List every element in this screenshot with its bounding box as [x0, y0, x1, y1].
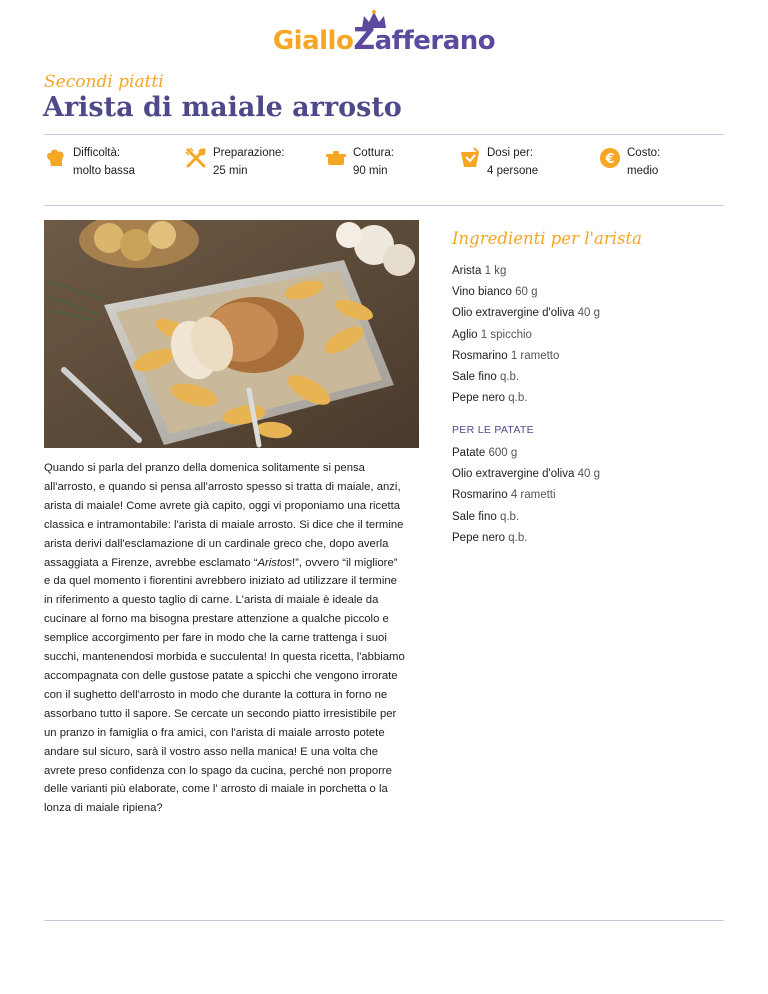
divider-top: [44, 134, 724, 135]
ingredient-item: [452, 447, 732, 468]
page-title: Arista di maiale arrosto: [43, 92, 402, 123]
ingredient-name[interactable]: Olio extravergine d'oliva: [452, 468, 575, 481]
brand-part-giallo: Giallo: [272, 26, 354, 56]
ingredient-item: [452, 329, 732, 350]
ingredient-qty: 1 kg: [484, 265, 507, 277]
meta-value: molto bassa: [73, 165, 136, 177]
ingredient-name[interactable]: Pepe nero: [452, 392, 506, 405]
ingredient-item: [452, 392, 732, 413]
description-italic: Aristos: [257, 556, 293, 569]
ingredient-qty: q.b.: [499, 510, 520, 523]
roast-pork-illustration: [44, 220, 419, 448]
ingredient-item: [452, 371, 732, 392]
euro-icon: [599, 147, 621, 169]
meta-value: 4 persone: [487, 165, 539, 177]
ingredient-item: [452, 489, 732, 510]
brand-part-afferano: afferano: [374, 26, 496, 56]
recipe-photo: [44, 220, 419, 448]
ingredients-list-potatoes: [452, 447, 732, 553]
ingredient-name[interactable]: Aglio: [452, 328, 478, 341]
ingredient-qty: q.b.: [508, 392, 528, 405]
brand-logo[interactable]: [0, 10, 768, 60]
ingredient-name[interactable]: Arista: [452, 265, 482, 277]
pot-icon: [325, 147, 347, 169]
ingredient-name[interactable]: Sale fino: [452, 370, 497, 383]
ingredient-qty: q.b.: [499, 370, 520, 383]
meta-value: medio: [627, 165, 659, 177]
ingredient-qty: 1 rametto: [510, 349, 560, 362]
utensils-icon: [185, 147, 207, 169]
ingredient-item: [452, 468, 732, 489]
recipe-description: [44, 459, 406, 818]
chef-hat-icon: [45, 147, 67, 169]
meta-label: Preparazione:: [213, 147, 285, 159]
brand-part-z: Z: [353, 22, 375, 57]
ingredient-item: [452, 511, 732, 532]
svg-text:€: €: [605, 152, 615, 167]
ingredient-name[interactable]: Pepe nero: [452, 531, 506, 544]
meta-label: Difficoltà:: [73, 147, 121, 159]
ingredient-name[interactable]: Vino bianco: [452, 286, 512, 299]
ingredient-qty: 60 g: [515, 286, 538, 299]
ingredient-qty: 40 g: [577, 307, 600, 320]
ingredient-item: [452, 532, 732, 553]
description-part-1: Quando si parla del pranzo della domenica solitamente si pensa all'arrosto, e quando si pensa all'arrosto spesso si tratta di maiale, anzi, arista di maiale! Come avrete già capito, oggi vi proponiamo una ricetta classica e intramontabile: l'arista di maiale arrosto. Si dice che il termine arista derivi dall'esclamazione di un cardinale greco che, dopo averla assaggiata a Firenze, avrebbe esclamato “: [44, 462, 404, 569]
ingredient-name[interactable]: Patate: [452, 447, 486, 459]
divider-meta: [44, 205, 724, 206]
meta-label: Cottura:: [353, 147, 394, 159]
meta-value: 90 min: [353, 165, 388, 177]
description-part-2: !”, ovvero “il migliore” e da quel momento i fiorentini avrebbero iniziato ad utilizzare il termine in riferimento a questo taglio di carne. L'arista di maiale è ideale da cucinare al forno ma bisogna prestare attenzione a qualche piccolo e semplice accorgimento per fare in modo che la carne trattenga i suoi succhi, mantenendosi morbida e succulenta! In questa ricetta, l'abbiamo accompagnata con delle gustose patate a spicchi che vengono irrorate con il sughetto dell'arrosto in modo che durante la cottura in forno ne assorbano tutto il sapore. Se cercate un secondo piatto irresistibile per un pranzo in famiglia o fra amici, con l'arista di maiale arrosto potete andare sul sicuro, sarà il vostro asso nella manica! E una volta che avrete preso confidenza con lo spago da cucina, perché non proporre delle varianti più elaborate, come l' arrosto di maiale in porchetta o la lonza di maiale ripiena?: [44, 556, 405, 815]
meta-label: Dosi per:: [487, 147, 534, 159]
meta-value: 25 min: [213, 165, 248, 177]
ingredient-name[interactable]: Rosmarino: [452, 489, 508, 502]
portion-icon: [459, 147, 481, 169]
ingredient-qty: 40 g: [577, 468, 600, 481]
ingredient-item: [452, 265, 732, 286]
ingredients-title: Ingredienti per l'arista: [452, 229, 642, 248]
ingredients-list-main: [452, 265, 732, 413]
ingredient-name[interactable]: Sale fino: [452, 510, 497, 523]
divider-bottom: [44, 920, 724, 921]
ingredient-item: [452, 350, 732, 371]
ingredient-qty: q.b.: [508, 531, 528, 544]
ingredient-qty: 600 g: [488, 447, 518, 459]
ingredients-subtitle-potatoes: PER LE PATATE: [452, 424, 534, 436]
ingredient-name[interactable]: Rosmarino: [452, 349, 508, 362]
ingredient-item: [452, 286, 732, 307]
recipe-category[interactable]: Secondi piatti: [44, 72, 164, 92]
ingredient-qty: 4 rametti: [510, 489, 556, 502]
ingredient-item: [452, 307, 732, 328]
ingredient-qty: 1 spicchio: [480, 328, 532, 341]
ingredient-name[interactable]: Olio extravergine d'oliva: [452, 307, 575, 320]
meta-label: Costo:: [627, 147, 661, 159]
